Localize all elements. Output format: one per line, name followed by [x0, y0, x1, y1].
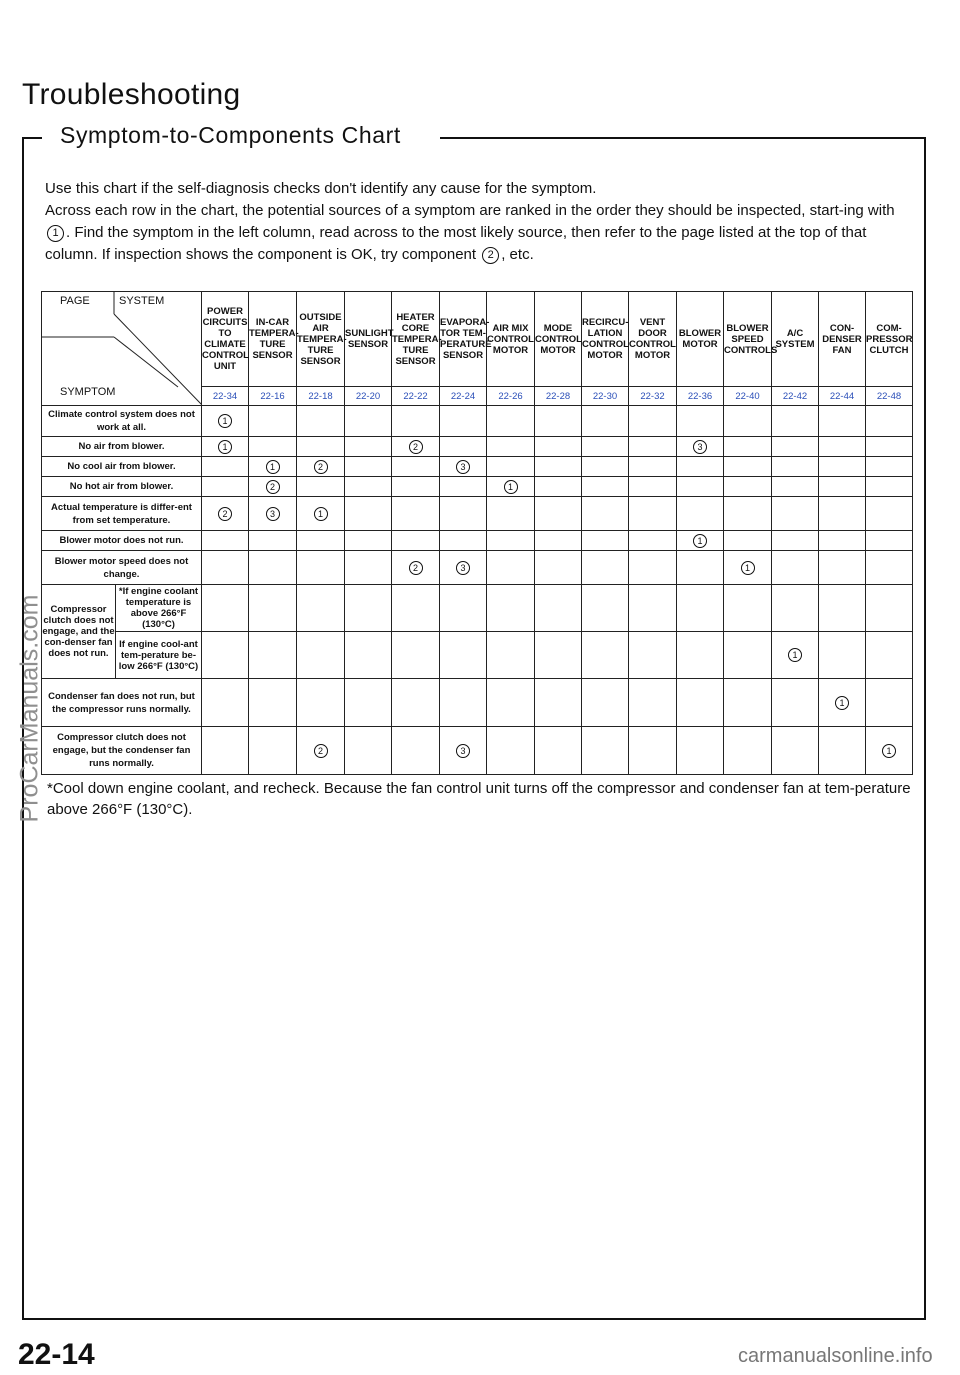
rank-cell [297, 457, 345, 477]
rank-cell [866, 679, 913, 727]
page-ref: 22-36 [677, 387, 724, 406]
rank-cell [249, 551, 297, 585]
symptom-label: Actual temperature is differ-ent from set temperature. [42, 497, 202, 531]
symptom-condition: If engine cool-ant tem-perature be-low 266°F (130°C) [116, 632, 202, 679]
rank-cell [582, 727, 629, 775]
rank-cell [392, 679, 440, 727]
page-number: 22-14 [18, 1338, 95, 1371]
rank-cell [819, 585, 866, 632]
page-title: Troubleshooting [22, 78, 241, 111]
rank-cell [345, 632, 392, 679]
page-ref: 22-32 [629, 387, 677, 406]
rank-cell [866, 457, 913, 477]
rank-cell [392, 551, 440, 585]
rank-cell [677, 457, 724, 477]
rank-cell [345, 406, 392, 437]
symptom-row [42, 477, 913, 497]
rank-cell [819, 406, 866, 437]
rank-cell [249, 497, 297, 531]
rank-marker: 3 [456, 460, 470, 474]
rank-cell [297, 679, 345, 727]
column-header: SUNLIGHT SENSOR [345, 292, 392, 387]
rank-cell [819, 477, 866, 497]
rank-cell [440, 632, 487, 679]
page-ref: 22-20 [345, 387, 392, 406]
rank-cell [819, 531, 866, 551]
rank-marker: 1 [693, 534, 707, 548]
column-header: OUTSIDE AIR TEMPERA-TURE SENSOR [297, 292, 345, 387]
rank-cell [677, 585, 724, 632]
rank-cell [297, 727, 345, 775]
column-header: BLOWER MOTOR [677, 292, 724, 387]
rank-cell [297, 497, 345, 531]
symptom-row [42, 727, 913, 775]
rank-cell [866, 632, 913, 679]
rank-cell [440, 437, 487, 457]
rank-cell [535, 477, 582, 497]
rank-cell [677, 679, 724, 727]
rank-cell [629, 632, 677, 679]
rank-cell [866, 727, 913, 775]
symptom-label: Climate control system does not work at all. [42, 406, 202, 437]
rank-cell [202, 406, 249, 437]
rank-marker: 1 [504, 480, 518, 494]
rank-cell [345, 477, 392, 497]
rank-cell [487, 497, 535, 531]
rank-cell [582, 585, 629, 632]
rank-cell [392, 531, 440, 551]
rank-marker: 1 [218, 414, 232, 428]
column-header: A/C SYSTEM [772, 292, 819, 387]
rank-cell [677, 406, 724, 437]
corner-cell [42, 292, 202, 406]
frame-line [22, 137, 42, 139]
rank-cell [629, 437, 677, 457]
rank-cell [345, 585, 392, 632]
symptom-row [42, 497, 913, 531]
rank-marker: 1 [266, 460, 280, 474]
symptom-row [42, 551, 913, 585]
rank-cell [202, 457, 249, 477]
rank-cell [202, 727, 249, 775]
rank-cell [487, 531, 535, 551]
header-row [42, 292, 913, 387]
rank-cell [392, 477, 440, 497]
rank-cell [582, 531, 629, 551]
rank-marker: 1 [882, 744, 896, 758]
symptom-label: No hot air from blower. [42, 477, 202, 497]
rank-marker: 2 [266, 480, 280, 494]
rank-cell [392, 632, 440, 679]
rank-cell [535, 531, 582, 551]
rank-marker: 3 [456, 561, 470, 575]
page-ref: 22-48 [866, 387, 913, 406]
rank-cell [677, 727, 724, 775]
rank-cell [772, 551, 819, 585]
rank-cell [392, 497, 440, 531]
rank-cell [866, 437, 913, 457]
symptom-group-label: Compressor clutch does not engage, and the con-denser fan does not run. [42, 585, 116, 679]
vertical-watermark: ProCarManuals.com [15, 594, 44, 823]
rank-cell [392, 457, 440, 477]
page-ref: 22-30 [582, 387, 629, 406]
symptom-components-chart [41, 291, 913, 775]
rank-cell [582, 457, 629, 477]
rank-cell [629, 531, 677, 551]
rank-cell [440, 497, 487, 531]
rank-cell [772, 679, 819, 727]
corner-symptom-label: SYMPTOM [60, 386, 116, 398]
rank-cell [487, 406, 535, 437]
rank-cell [249, 585, 297, 632]
page-ref: 22-44 [819, 387, 866, 406]
symptom-row [42, 632, 913, 679]
rank-cell [819, 551, 866, 585]
rank-cell [202, 679, 249, 727]
rank-marker: 1 [835, 696, 849, 710]
site-watermark: carmanualsonline.info [738, 1345, 933, 1367]
rank-cell [582, 497, 629, 531]
page-ref: 22-42 [772, 387, 819, 406]
column-header: HEATER CORE TEMPERA-TURE SENSOR [392, 292, 440, 387]
rank-cell [866, 497, 913, 531]
rank-cell [392, 437, 440, 457]
intro-text [45, 178, 913, 266]
rank-cell [724, 497, 772, 531]
symptom-row [42, 585, 913, 632]
rank-cell [487, 679, 535, 727]
page-ref: 22-40 [724, 387, 772, 406]
rank-cell [535, 585, 582, 632]
rank-cell [629, 457, 677, 477]
rank-cell [535, 497, 582, 531]
rank-cell [677, 632, 724, 679]
rank-cell [677, 437, 724, 457]
rank-cell [345, 727, 392, 775]
rank-cell [249, 679, 297, 727]
rank-cell [772, 585, 819, 632]
rank-cell [535, 727, 582, 775]
corner-system-label: SYSTEM [119, 295, 165, 307]
rank-cell [866, 585, 913, 632]
rank-cell [724, 585, 772, 632]
rank-marker: 2 [314, 460, 328, 474]
rank-cell [724, 531, 772, 551]
rank-cell [535, 406, 582, 437]
footnote: *Cool down engine coolant, and recheck. Because the fan control unit turns off the compressor and condenser fan at tem-perature above 266°F (130°C). [47, 780, 911, 818]
rank-marker: 3 [456, 744, 470, 758]
rank-cell [202, 477, 249, 497]
page-ref: 22-18 [297, 387, 345, 406]
rank-cell [202, 632, 249, 679]
rank-cell [297, 632, 345, 679]
rank-cell [487, 727, 535, 775]
frame-line [22, 1318, 926, 1320]
rank-cell [819, 727, 866, 775]
column-header: MODE CONTROL MOTOR [535, 292, 582, 387]
rank-marker: 1 [314, 507, 328, 521]
rank-cell [440, 531, 487, 551]
column-header: CON-DENSER FAN [819, 292, 866, 387]
corner-page-label: PAGE [60, 295, 90, 307]
rank-cell [249, 632, 297, 679]
intro-line-2b: . Find the symptom in the left column, read across to the most likely source, then refer to the page listed at the top of that column. If inspection shows the component is OK, try component [45, 224, 867, 263]
rank-cell [677, 477, 724, 497]
symptom-row [42, 406, 913, 437]
rank-cell [724, 437, 772, 457]
rank-marker: 2 [409, 440, 423, 454]
rank-cell [535, 457, 582, 477]
rank-cell [202, 437, 249, 457]
column-header: EVAPORA-TOR TEM-PERATURE SENSOR [440, 292, 487, 387]
rank-cell [392, 727, 440, 775]
frame-line [440, 137, 926, 139]
rank-cell [582, 477, 629, 497]
page-ref: 22-24 [440, 387, 487, 406]
rank-marker: 2 [409, 561, 423, 575]
rank-cell [249, 437, 297, 457]
rank-cell [819, 457, 866, 477]
rank-cell [819, 437, 866, 457]
rank-cell [772, 406, 819, 437]
rank-cell [297, 437, 345, 457]
symptom-row [42, 679, 913, 727]
rank-cell [677, 497, 724, 531]
page-ref: 22-22 [392, 387, 440, 406]
rank-marker: 3 [266, 507, 280, 521]
rank-cell [440, 457, 487, 477]
rank-cell [582, 437, 629, 457]
rank-cell [582, 551, 629, 585]
rank-cell [535, 551, 582, 585]
rank-cell [582, 406, 629, 437]
rank-cell [487, 437, 535, 457]
rank-cell [487, 585, 535, 632]
rank-cell [772, 437, 819, 457]
rank-cell [487, 632, 535, 679]
rank-cell [249, 477, 297, 497]
rank-1-marker: 1 [47, 225, 64, 242]
rank-cell [724, 632, 772, 679]
column-header: BLOWER SPEED CONTROLS [724, 292, 772, 387]
rank-marker: 2 [218, 507, 232, 521]
rank-cell [535, 437, 582, 457]
rank-cell [866, 551, 913, 585]
rank-cell [866, 406, 913, 437]
rank-cell [535, 679, 582, 727]
rank-marker: 1 [218, 440, 232, 454]
rank-cell [535, 632, 582, 679]
rank-cell [819, 679, 866, 727]
rank-cell [866, 531, 913, 551]
rank-cell [819, 632, 866, 679]
page-ref: 22-26 [487, 387, 535, 406]
rank-cell [345, 497, 392, 531]
intro-line-2a: Across each row in the chart, the potential sources of a symptom are ranked in the order they should be inspected, start-ing with [45, 202, 895, 219]
rank-cell [724, 727, 772, 775]
intro-line-2c: , etc. [501, 246, 534, 263]
column-header: RECIRCU-LATION CONTROL MOTOR [582, 292, 629, 387]
rank-cell [582, 679, 629, 727]
rank-cell [819, 497, 866, 531]
symptom-label: Condenser fan does not run, but the compressor runs normally. [42, 679, 202, 727]
rank-marker: 2 [314, 744, 328, 758]
column-header: IN-CAR TEMPERA-TURE SENSOR [249, 292, 297, 387]
rank-cell [202, 531, 249, 551]
rank-cell [487, 477, 535, 497]
intro-line-1: Use this chart if the self-diagnosis checks don't identify any cause for the symptom. [45, 180, 597, 197]
rank-cell [440, 551, 487, 585]
column-header: POWER CIRCUITS TO CLIMATE CONTROL UNIT [202, 292, 249, 387]
rank-cell [345, 531, 392, 551]
column-header: COM-PRESSOR CLUTCH [866, 292, 913, 387]
rank-cell [297, 551, 345, 585]
rank-cell [772, 727, 819, 775]
section-subtitle: Symptom-to-Components Chart [60, 122, 401, 148]
rank-2-marker: 2 [482, 247, 499, 264]
rank-cell [629, 477, 677, 497]
rank-cell [772, 477, 819, 497]
rank-marker: 1 [741, 561, 755, 575]
rank-cell [629, 585, 677, 632]
symptom-row [42, 531, 913, 551]
rank-cell [297, 406, 345, 437]
rank-cell [440, 727, 487, 775]
rank-cell [772, 632, 819, 679]
rank-cell [345, 551, 392, 585]
rank-cell [440, 679, 487, 727]
rank-cell [249, 457, 297, 477]
rank-cell [249, 531, 297, 551]
rank-cell [724, 457, 772, 477]
rank-cell [724, 551, 772, 585]
rank-cell [297, 477, 345, 497]
rank-cell [345, 437, 392, 457]
symptom-label: Compressor clutch does not engage, but the condenser fan runs normally. [42, 727, 202, 775]
rank-cell [724, 477, 772, 497]
rank-cell [297, 531, 345, 551]
rank-cell [392, 406, 440, 437]
rank-cell [629, 406, 677, 437]
rank-cell [582, 632, 629, 679]
rank-cell [677, 551, 724, 585]
page-ref: 22-28 [535, 387, 582, 406]
page-ref: 22-16 [249, 387, 297, 406]
rank-cell [345, 679, 392, 727]
symptom-label: Blower motor does not run. [42, 531, 202, 551]
symptom-condition: *If engine coolant temperature is above 266°F (130°C) [116, 585, 202, 632]
rank-cell [772, 457, 819, 477]
rank-cell [629, 679, 677, 727]
rank-marker: 3 [693, 440, 707, 454]
rank-cell [202, 551, 249, 585]
rank-cell [392, 585, 440, 632]
intro-line-2 [45, 200, 913, 266]
rank-cell [440, 477, 487, 497]
rank-cell [629, 727, 677, 775]
rank-cell [297, 585, 345, 632]
rank-cell [629, 551, 677, 585]
column-header: AIR MIX CONTROL MOTOR [487, 292, 535, 387]
rank-cell [866, 477, 913, 497]
rank-cell [202, 497, 249, 531]
rank-cell [487, 551, 535, 585]
rank-cell [772, 497, 819, 531]
page-ref: 22-34 [202, 387, 249, 406]
rank-marker: 1 [788, 648, 802, 662]
rank-cell [487, 457, 535, 477]
rank-cell [772, 531, 819, 551]
rank-cell [345, 457, 392, 477]
symptom-row [42, 457, 913, 477]
symptom-label: No air from blower. [42, 437, 202, 457]
symptom-label: No cool air from blower. [42, 457, 202, 477]
rank-cell [440, 585, 487, 632]
rank-cell [629, 497, 677, 531]
column-header: VENT DOOR CONTROL MOTOR [629, 292, 677, 387]
rank-cell [724, 406, 772, 437]
rank-cell [202, 585, 249, 632]
rank-cell [724, 679, 772, 727]
symptom-label: Blower motor speed does not change. [42, 551, 202, 585]
rank-cell [677, 531, 724, 551]
frame-line [924, 137, 926, 1320]
rank-cell [249, 727, 297, 775]
rank-cell [249, 406, 297, 437]
symptom-row [42, 437, 913, 457]
rank-cell [440, 406, 487, 437]
